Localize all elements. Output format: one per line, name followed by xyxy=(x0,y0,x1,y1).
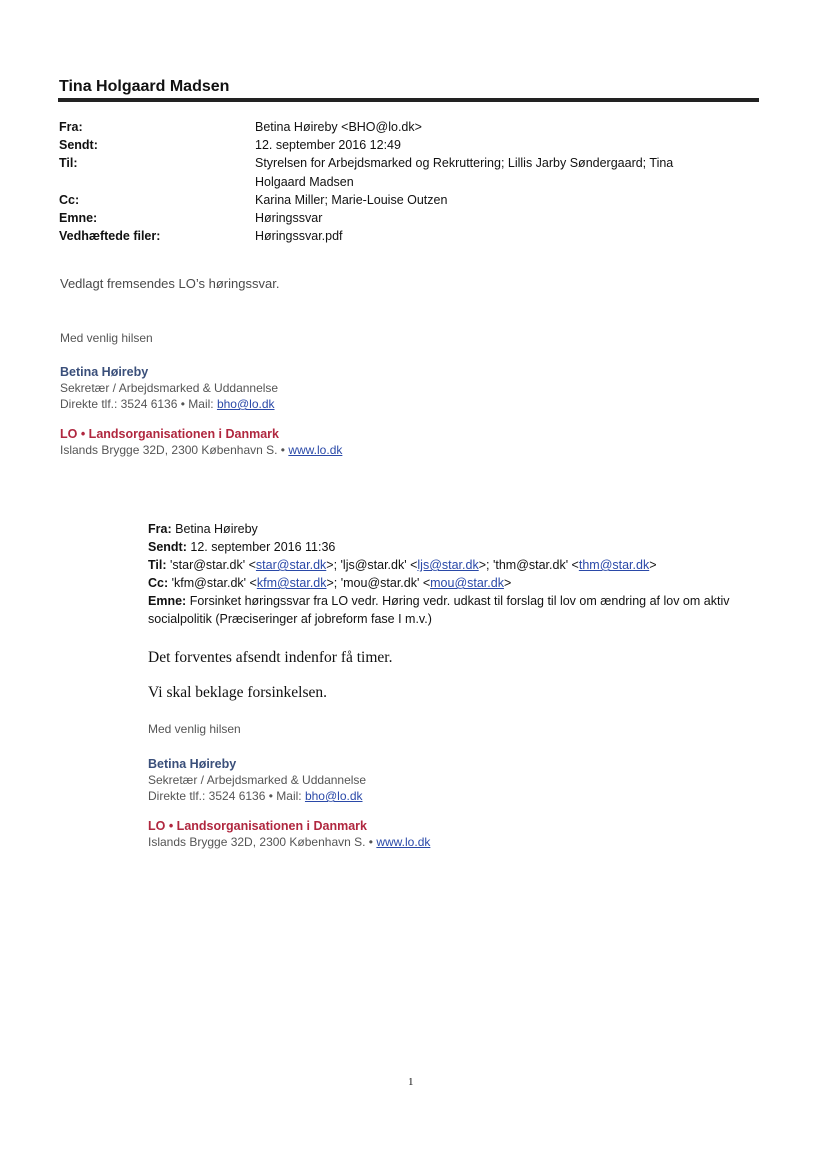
address-text: Islands Brygge 32D, 2300 København S. • xyxy=(60,443,289,457)
fwd-subject-value: Forsinket høringssvar fra LO vedr. Høring vedr. udkast til forslag til lov om ændring af lov om aktiv socialpolitik (Præciseringer af jobreform fase I m.v.) xyxy=(148,594,730,626)
header-key: Sendt: xyxy=(59,138,98,153)
fwd-cc xyxy=(148,574,758,592)
website-link[interactable]: www.lo.dk xyxy=(376,835,431,849)
header-row-to xyxy=(59,154,725,190)
page-number: 1 xyxy=(408,1076,414,1088)
fwd-greeting: Med venlig hilsen xyxy=(148,722,241,736)
fwd-cc-link[interactable]: kfm@star.dk xyxy=(256,576,327,590)
fwd-to-text: >; 'ljs@star.dk' < xyxy=(326,558,418,572)
email-link[interactable]: bho@lo.dk xyxy=(304,789,363,803)
signature-org: LO • Landsorganisationen i Danmark xyxy=(60,427,280,441)
header-value: Høringssvar xyxy=(255,211,323,226)
greeting: Med venlig hilsen xyxy=(60,331,153,345)
fwd-signature xyxy=(148,756,430,850)
fwd-to xyxy=(148,556,758,574)
header-key: Fra: xyxy=(59,120,83,134)
signature-org: LO • Landsorganisationen i Danmark xyxy=(148,819,368,833)
fwd-cc-text: > xyxy=(503,576,512,590)
fwd-cc-text: 'kfm@star.dk' < xyxy=(171,576,257,590)
signature-name: Betina Høireby xyxy=(60,365,149,379)
fwd-to-text: >; 'thm@star.dk' < xyxy=(478,558,579,572)
header-key: Vedhæftede filer: xyxy=(59,229,161,244)
forwarded-header xyxy=(148,520,758,628)
fwd-subject-label: Emne: xyxy=(148,594,187,608)
fwd-from-label: Fra: xyxy=(148,522,172,536)
header-value: Betina Høireby <BHO@lo.dk> xyxy=(255,120,422,134)
fwd-from xyxy=(148,520,758,538)
email-link[interactable]: bho@lo.dk xyxy=(216,397,275,411)
fwd-to-text: > xyxy=(649,558,657,572)
signature-contact xyxy=(148,788,430,804)
header-row-sent xyxy=(59,136,725,154)
contact-text: Direkte tlf.: 3524 6136 • Mail: xyxy=(60,397,217,411)
header-value: 12. september 2016 12:49 xyxy=(255,138,401,153)
header-value: Karina Miller; Marie-Louise Outzen xyxy=(255,192,448,207)
fwd-to-link[interactable]: ljs@star.dk xyxy=(417,558,479,572)
message-body: Vedlagt fremsendes LO’s høringssvar. xyxy=(60,276,280,291)
header-row-subject xyxy=(59,209,725,227)
contact-text: Direkte tlf.: 3524 6136 • Mail: xyxy=(148,789,305,803)
fwd-sent-value: 12. september 2016 11:36 xyxy=(190,540,336,554)
fwd-to-label: Til: xyxy=(148,558,167,572)
fwd-from-value: Betina Høireby xyxy=(175,522,258,536)
email-header xyxy=(59,118,725,245)
header-row-cc xyxy=(59,191,725,209)
signature-address xyxy=(60,442,342,458)
signature-contact xyxy=(60,396,342,412)
fwd-cc-text: >; 'mou@star.dk' < xyxy=(326,576,431,590)
fwd-sent-label: Sendt: xyxy=(148,540,187,554)
signature-address xyxy=(148,834,430,850)
header-value: Styrelsen for Arbejdsmarked og Rekruttering; Lillis Jarby Søndergaard; Tina Holgaard Madsen xyxy=(255,156,674,189)
signature xyxy=(60,364,342,458)
header-divider xyxy=(58,98,759,102)
website-link[interactable]: www.lo.dk xyxy=(288,443,343,457)
signature-name: Betina Høireby xyxy=(148,757,237,771)
fwd-body-line2: Vi skal beklage forsinkelsen. xyxy=(148,684,327,701)
header-key: Emne: xyxy=(59,211,98,226)
header-row-attachments xyxy=(59,227,725,245)
fwd-cc-label: Cc: xyxy=(148,576,169,590)
fwd-to-link[interactable]: thm@star.dk xyxy=(578,558,650,572)
fwd-body-line1: Det forventes afsendt indenfor få timer. xyxy=(148,649,393,666)
header-key: Cc: xyxy=(59,192,80,207)
signature-title: Sekretær / Arbejdsmarked & Uddannelse xyxy=(148,773,367,787)
header-row-from xyxy=(59,118,725,136)
fwd-subject xyxy=(148,592,758,628)
fwd-to-link[interactable]: star@star.dk xyxy=(255,558,327,572)
document-owner: Tina Holgaard Madsen xyxy=(59,78,230,95)
fwd-sent xyxy=(148,538,758,556)
attachment-name[interactable]: Høringssvar.pdf xyxy=(255,229,343,244)
address-text: Islands Brygge 32D, 2300 København S. • xyxy=(148,835,377,849)
fwd-cc-link[interactable]: mou@star.dk xyxy=(430,576,504,590)
signature-title: Sekretær / Arbejdsmarked & Uddannelse xyxy=(60,381,279,395)
header-key: Til: xyxy=(59,156,78,171)
fwd-to-text: 'star@star.dk' < xyxy=(170,558,256,572)
